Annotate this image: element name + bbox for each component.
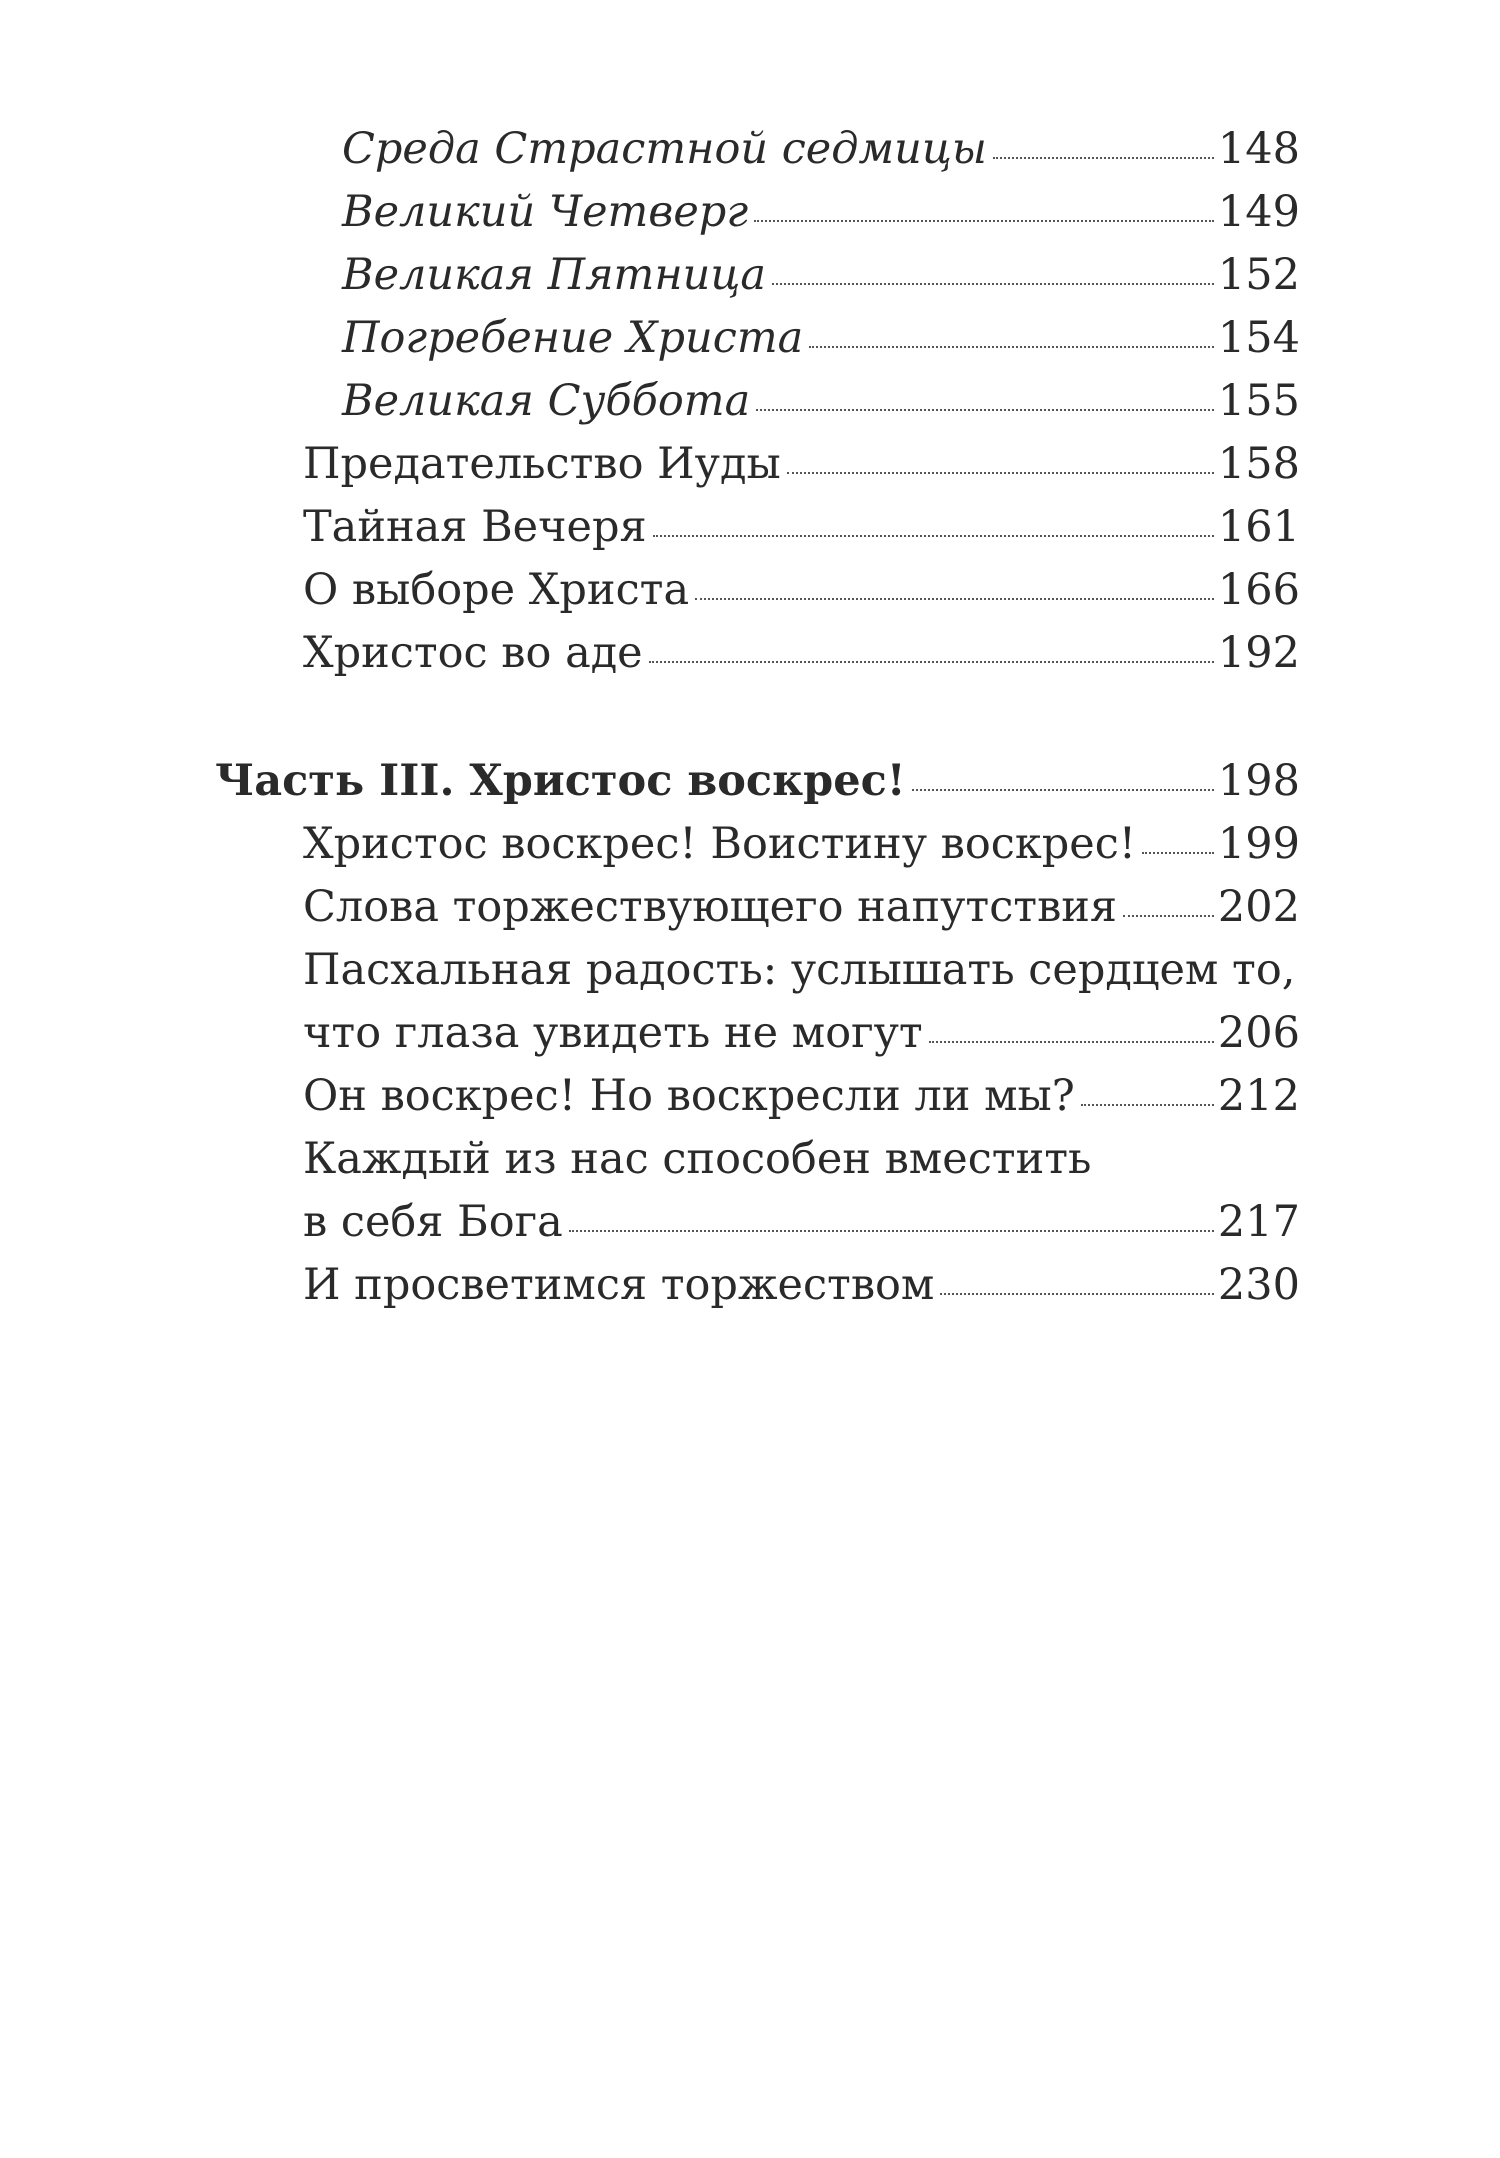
toc-entry-title: Погребение Христа bbox=[342, 313, 804, 363]
toc-page-number: 166 bbox=[1217, 565, 1300, 615]
dot-leader bbox=[772, 283, 1214, 285]
toc-page-number: 152 bbox=[1217, 250, 1300, 300]
dot-leader bbox=[649, 661, 1214, 663]
toc-entry-title: Великая Суббота bbox=[342, 376, 751, 426]
dot-leader bbox=[940, 1293, 1214, 1295]
toc-page-number: 199 bbox=[1217, 819, 1300, 869]
toc-page-number: 149 bbox=[1217, 187, 1300, 237]
dot-leader bbox=[695, 598, 1214, 600]
toc-entry-title: Великая Пятница bbox=[342, 250, 766, 300]
toc-entry-title: Слова торжествующего напутствия bbox=[303, 882, 1118, 932]
toc-entry bbox=[0, 433, 1500, 495]
toc-page-number: 202 bbox=[1217, 882, 1300, 932]
dot-leader bbox=[754, 220, 1214, 222]
toc-entry bbox=[0, 118, 1500, 180]
toc-entry-title-line1: Каждый из нас способен вместить bbox=[303, 1134, 1092, 1184]
toc-entry-title: Он воскрес! Но воскресли ли мы? bbox=[303, 1071, 1075, 1121]
toc-entry bbox=[0, 181, 1500, 243]
toc-entry bbox=[0, 1191, 1500, 1253]
toc-entry bbox=[0, 496, 1500, 558]
toc-entry-title: Христос во аде bbox=[303, 628, 643, 678]
dot-leader bbox=[993, 157, 1214, 159]
dot-leader bbox=[756, 409, 1214, 411]
dot-leader bbox=[912, 789, 1214, 791]
toc-page-number: 158 bbox=[1217, 439, 1300, 489]
dot-leader bbox=[1123, 915, 1214, 917]
toc-entry-title: И просветимся торжеством bbox=[303, 1260, 935, 1310]
toc-entry bbox=[0, 307, 1500, 369]
toc-entry-title: Великий Четверг bbox=[342, 187, 749, 237]
toc-page-number: 154 bbox=[1217, 313, 1300, 363]
dot-leader bbox=[809, 346, 1214, 348]
toc-entry bbox=[0, 622, 1500, 684]
toc-entry-title: Часть III. Христос воскрес! bbox=[215, 756, 906, 806]
toc-entry-title-line2: в себя Бога bbox=[303, 1197, 563, 1247]
toc-entry bbox=[0, 370, 1500, 432]
toc-entry-title: О выборе Христа bbox=[303, 565, 690, 615]
toc-entry bbox=[0, 1065, 1500, 1127]
toc-part-heading bbox=[0, 750, 1500, 812]
toc-entry bbox=[0, 244, 1500, 306]
toc-entry-title-line2: что глаза увидеть не могут bbox=[303, 1008, 923, 1058]
toc-page-number: 198 bbox=[1217, 756, 1300, 806]
toc-entry bbox=[0, 559, 1500, 621]
toc-entry-title: Христос воскрес! Воистину воскрес! bbox=[303, 819, 1137, 869]
toc-entry-title: Предательство Иуды bbox=[303, 439, 781, 489]
dot-leader bbox=[1081, 1104, 1214, 1106]
toc-entry bbox=[0, 876, 1500, 938]
toc-page-number: 230 bbox=[1217, 1260, 1300, 1310]
toc-entry bbox=[0, 1002, 1500, 1064]
toc-entry-title: Среда Страстной седмицы bbox=[342, 124, 987, 174]
dot-leader bbox=[787, 472, 1214, 474]
toc-page-number: 217 bbox=[1217, 1197, 1300, 1247]
toc-page-number: 212 bbox=[1217, 1071, 1300, 1121]
dot-leader bbox=[653, 535, 1214, 537]
toc-entry-title: Тайная Вечеря bbox=[303, 502, 647, 552]
dot-leader bbox=[569, 1230, 1214, 1232]
dot-leader bbox=[1142, 852, 1214, 854]
toc-page-number: 155 bbox=[1217, 376, 1300, 426]
dot-leader bbox=[929, 1041, 1214, 1043]
toc-entry bbox=[0, 813, 1500, 875]
toc-page-number: 192 bbox=[1217, 628, 1300, 678]
toc-page-number: 148 bbox=[1217, 124, 1300, 174]
toc-entry-title-line1: Пасхальная радость: услышать сердцем то, bbox=[303, 945, 1296, 995]
toc-page-number: 161 bbox=[1217, 502, 1300, 552]
toc-entry bbox=[0, 1254, 1500, 1316]
toc-page-number: 206 bbox=[1217, 1008, 1300, 1058]
